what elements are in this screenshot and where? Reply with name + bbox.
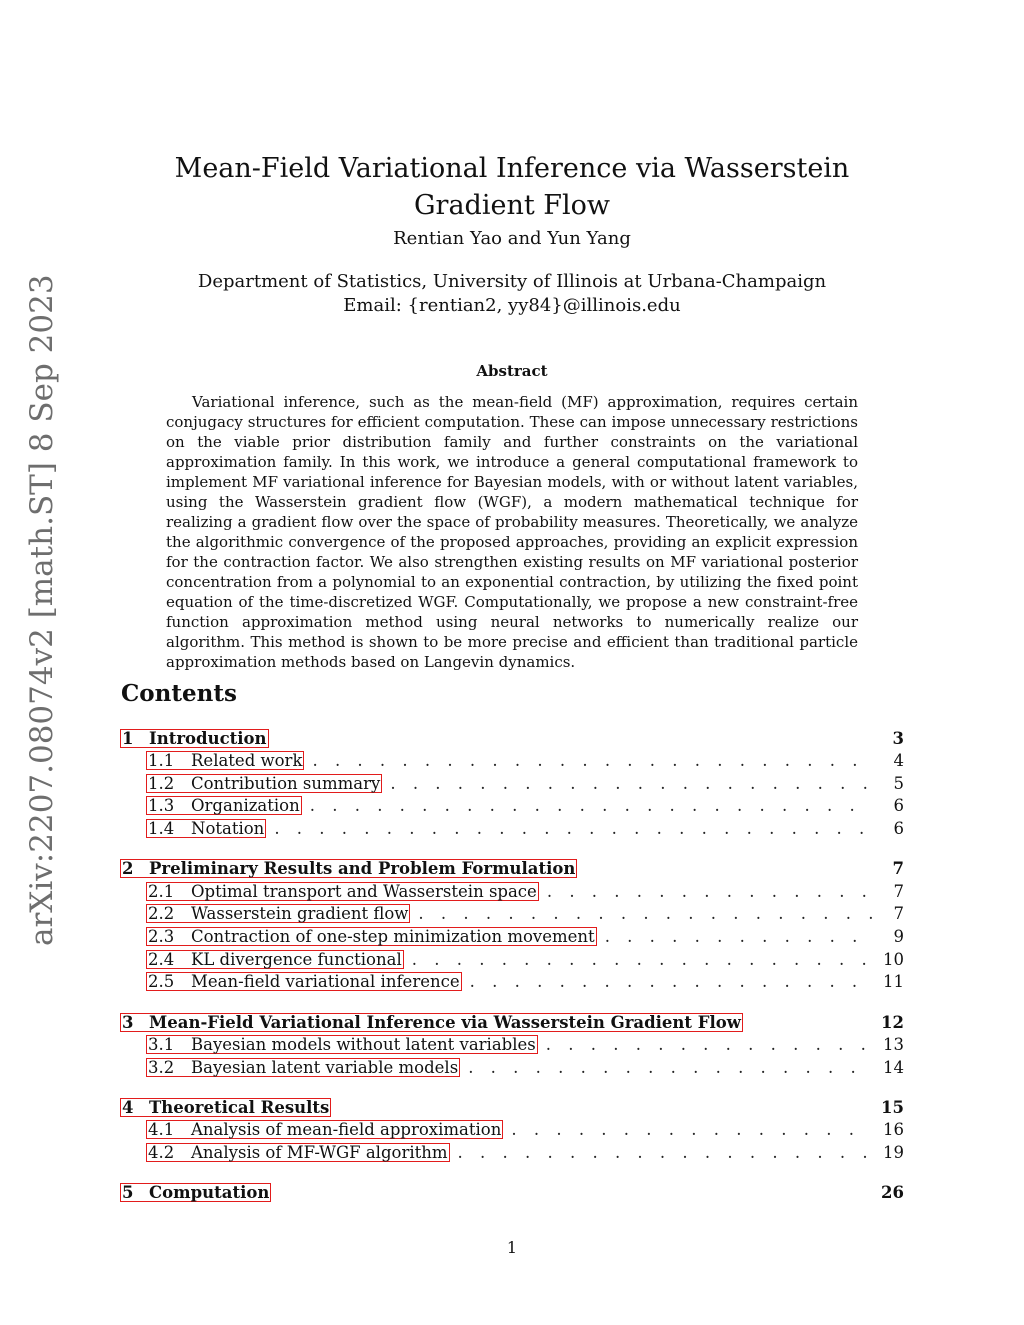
- subsection-title: Bayesian models without latent variables: [191, 1035, 536, 1055]
- paper-title: [160, 150, 864, 224]
- page-ref: 11: [883, 972, 904, 992]
- toc-subsection-1-1[interactable]: [120, 749, 904, 772]
- toc-subsection-4-2[interactable]: [120, 1141, 904, 1164]
- page-number: 1: [506, 1238, 518, 1257]
- section-number: 4: [122, 1098, 134, 1118]
- abstract-heading: Abstract: [476, 362, 548, 380]
- subsection-number: 1.3: [148, 796, 175, 816]
- abstract-text: Variational inference, such as the mean-field (MF) approximation, requires certain conjugacy structures for efficient computation. These can impose unnecessary restrictions on the viable prior distribution family and further constraints on the variational approximation family. In this work, we introduce a general computational framework to implement MF variational inference for Bayesian models, with or without latent variables, using the Wasserstein gradient flow (WGF), a modern mathematical technique for realizing a gradient flow over the space of probability measures. Theoretically, we analyze the algorithmic convergence of the proposed approaches, providing an explicit expression for the contraction factor. We also strengthen existing results on MF variational posterior concentration from a polynomial to an exponential contraction, by utilizing the fixed point equation of the time-discretized WGF. Computationally, we propose a new constraint-free function approximation method using neural networks to numerically realize our algorithm. This method is shown to be more precise and efficient than traditional particle approximation methods based on Langevin dynamics.: [166, 393, 858, 671]
- subsection-title: Optimal transport and Wasserstein space: [191, 881, 537, 901]
- toc-section-2[interactable]: [120, 858, 904, 880]
- page-ref: 6: [893, 796, 904, 816]
- title-line-2: Gradient Flow: [413, 190, 611, 222]
- toc-link[interactable]: [120, 1098, 331, 1117]
- toc-link[interactable]: [146, 774, 382, 793]
- subsection-title: KL divergence functional: [191, 949, 402, 969]
- toc-section-1[interactable]: [120, 727, 904, 749]
- subsection-title: Contribution summary: [191, 773, 381, 793]
- page-ref: 5: [893, 773, 904, 793]
- toc-link[interactable]: [146, 1143, 450, 1162]
- dot-leader: [458, 1143, 872, 1162]
- arxiv-stamp: arXiv:2207.08074v2 [math.ST] 8 Sep 2023: [24, 274, 60, 946]
- dot-leader: [390, 774, 872, 793]
- toc-link[interactable]: [146, 904, 410, 923]
- dot-leader: [312, 751, 872, 770]
- section-title: Computation: [149, 1183, 270, 1203]
- toc-subsection-4-1[interactable]: [120, 1119, 904, 1142]
- subsection-title: Notation: [191, 818, 265, 838]
- section-title: Introduction: [149, 728, 267, 748]
- toc-link[interactable]: [146, 819, 266, 838]
- authors: Rentian Yao and Yun Yang: [393, 228, 631, 249]
- subsection-number: 3.2: [148, 1057, 175, 1077]
- subsection-number: 1.1: [148, 750, 175, 770]
- section-number: 5: [122, 1183, 134, 1203]
- page-ref: 26: [881, 1183, 904, 1203]
- toc-link[interactable]: [146, 751, 304, 770]
- toc-subsection-1-3[interactable]: [120, 794, 904, 817]
- subsection-title: Analysis of mean-field approximation: [191, 1120, 502, 1140]
- page-ref: 10: [883, 949, 904, 969]
- subsection-title: Bayesian latent variable models: [191, 1057, 459, 1077]
- toc-section-4[interactable]: [120, 1097, 904, 1119]
- toc-link[interactable]: [146, 972, 462, 991]
- toc-subsection-3-1[interactable]: [120, 1033, 904, 1056]
- subsection-number: 2.3: [148, 926, 175, 946]
- subsection-number: 1.4: [148, 818, 175, 838]
- toc-subsection-2-1[interactable]: [120, 880, 904, 903]
- subsection-title: Analysis of MF-WGF algorithm: [191, 1143, 448, 1163]
- toc-subsection-2-4[interactable]: [120, 948, 904, 971]
- toc-section-5[interactable]: [120, 1182, 904, 1204]
- toc-link[interactable]: [146, 1058, 460, 1077]
- toc-subsection-3-2[interactable]: [120, 1056, 904, 1079]
- subsection-number: 2.1: [148, 881, 175, 901]
- dot-leader: [547, 882, 872, 901]
- subsection-title: Contraction of one-step minimization movement: [191, 926, 595, 946]
- dot-leader: [412, 950, 872, 969]
- dot-leader: [468, 1058, 872, 1077]
- section-title: Preliminary Results and Problem Formulation: [149, 859, 576, 879]
- page-ref: 4: [893, 750, 904, 770]
- page-ref: 7: [893, 881, 904, 901]
- page-ref: 13: [883, 1035, 904, 1055]
- page-ref: 6: [893, 818, 904, 838]
- toc-link[interactable]: [146, 927, 597, 946]
- toc-link[interactable]: [120, 859, 577, 878]
- page-ref: 9: [893, 926, 904, 946]
- subsection-number: 1.2: [148, 773, 175, 793]
- section-number: 3: [122, 1012, 134, 1032]
- dot-leader: [546, 1035, 872, 1054]
- dot-leader: [511, 1120, 872, 1139]
- page-ref: 15: [881, 1098, 904, 1118]
- toc-link[interactable]: [146, 1035, 538, 1054]
- toc-link[interactable]: [146, 950, 404, 969]
- toc-subsection-2-3[interactable]: [120, 925, 904, 948]
- dot-leader: [310, 796, 872, 815]
- subsection-number: 2.2: [148, 904, 175, 924]
- subsection-number: 4.2: [148, 1143, 175, 1163]
- subsection-title: Mean-field variational inference: [191, 972, 460, 992]
- dot-leader: [605, 927, 872, 946]
- section-title: Mean-Field Variational Inference via Wasserstein Gradient Flow: [149, 1012, 741, 1032]
- section-title: Theoretical Results: [149, 1098, 330, 1118]
- subsection-number: 2.5: [148, 972, 175, 992]
- table-of-contents: [120, 727, 904, 1204]
- toc-link[interactable]: [146, 1120, 503, 1139]
- contents-heading: Contents: [121, 680, 237, 707]
- toc-link[interactable]: [120, 729, 269, 748]
- toc-subsection-2-2[interactable]: [120, 902, 904, 925]
- toc-subsection-1-4[interactable]: [120, 817, 904, 840]
- affiliation: [0, 270, 1024, 318]
- subsection-number: 2.4: [148, 949, 175, 969]
- toc-subsection-2-5[interactable]: [120, 971, 904, 994]
- dot-leader: [470, 972, 872, 991]
- page-ref: 7: [892, 859, 904, 879]
- dot-leader: [274, 819, 872, 838]
- section-number: 1: [122, 728, 134, 748]
- toc-link[interactable]: [120, 1013, 743, 1032]
- dot-leader: [418, 904, 872, 923]
- toc-link[interactable]: [120, 1183, 271, 1202]
- subsection-title: Related work: [191, 750, 303, 770]
- toc-link[interactable]: [146, 796, 302, 815]
- page-ref: 14: [883, 1057, 904, 1077]
- department: Department of Statistics, University of Illinois at Urbana-Champaign: [197, 271, 827, 292]
- title-line-1: Mean-Field Variational Inference via Wasserstein: [174, 153, 850, 185]
- page-ref: 19: [883, 1143, 904, 1163]
- toc-link[interactable]: [146, 882, 539, 901]
- page-ref: 3: [892, 728, 904, 748]
- page-ref: 7: [893, 904, 904, 924]
- toc-subsection-1-2[interactable]: [120, 772, 904, 795]
- page-ref: 12: [881, 1012, 904, 1032]
- toc-section-3[interactable]: [120, 1011, 904, 1033]
- subsection-number: 3.1: [148, 1035, 175, 1055]
- subsection-number: 4.1: [148, 1120, 175, 1140]
- subsection-title: Organization: [191, 796, 300, 816]
- section-number: 2: [122, 859, 134, 879]
- subsection-title: Wasserstein gradient flow: [191, 904, 409, 924]
- email: Email: {rentian2, yy84}@illinois.edu: [343, 295, 681, 316]
- page-ref: 16: [883, 1120, 904, 1140]
